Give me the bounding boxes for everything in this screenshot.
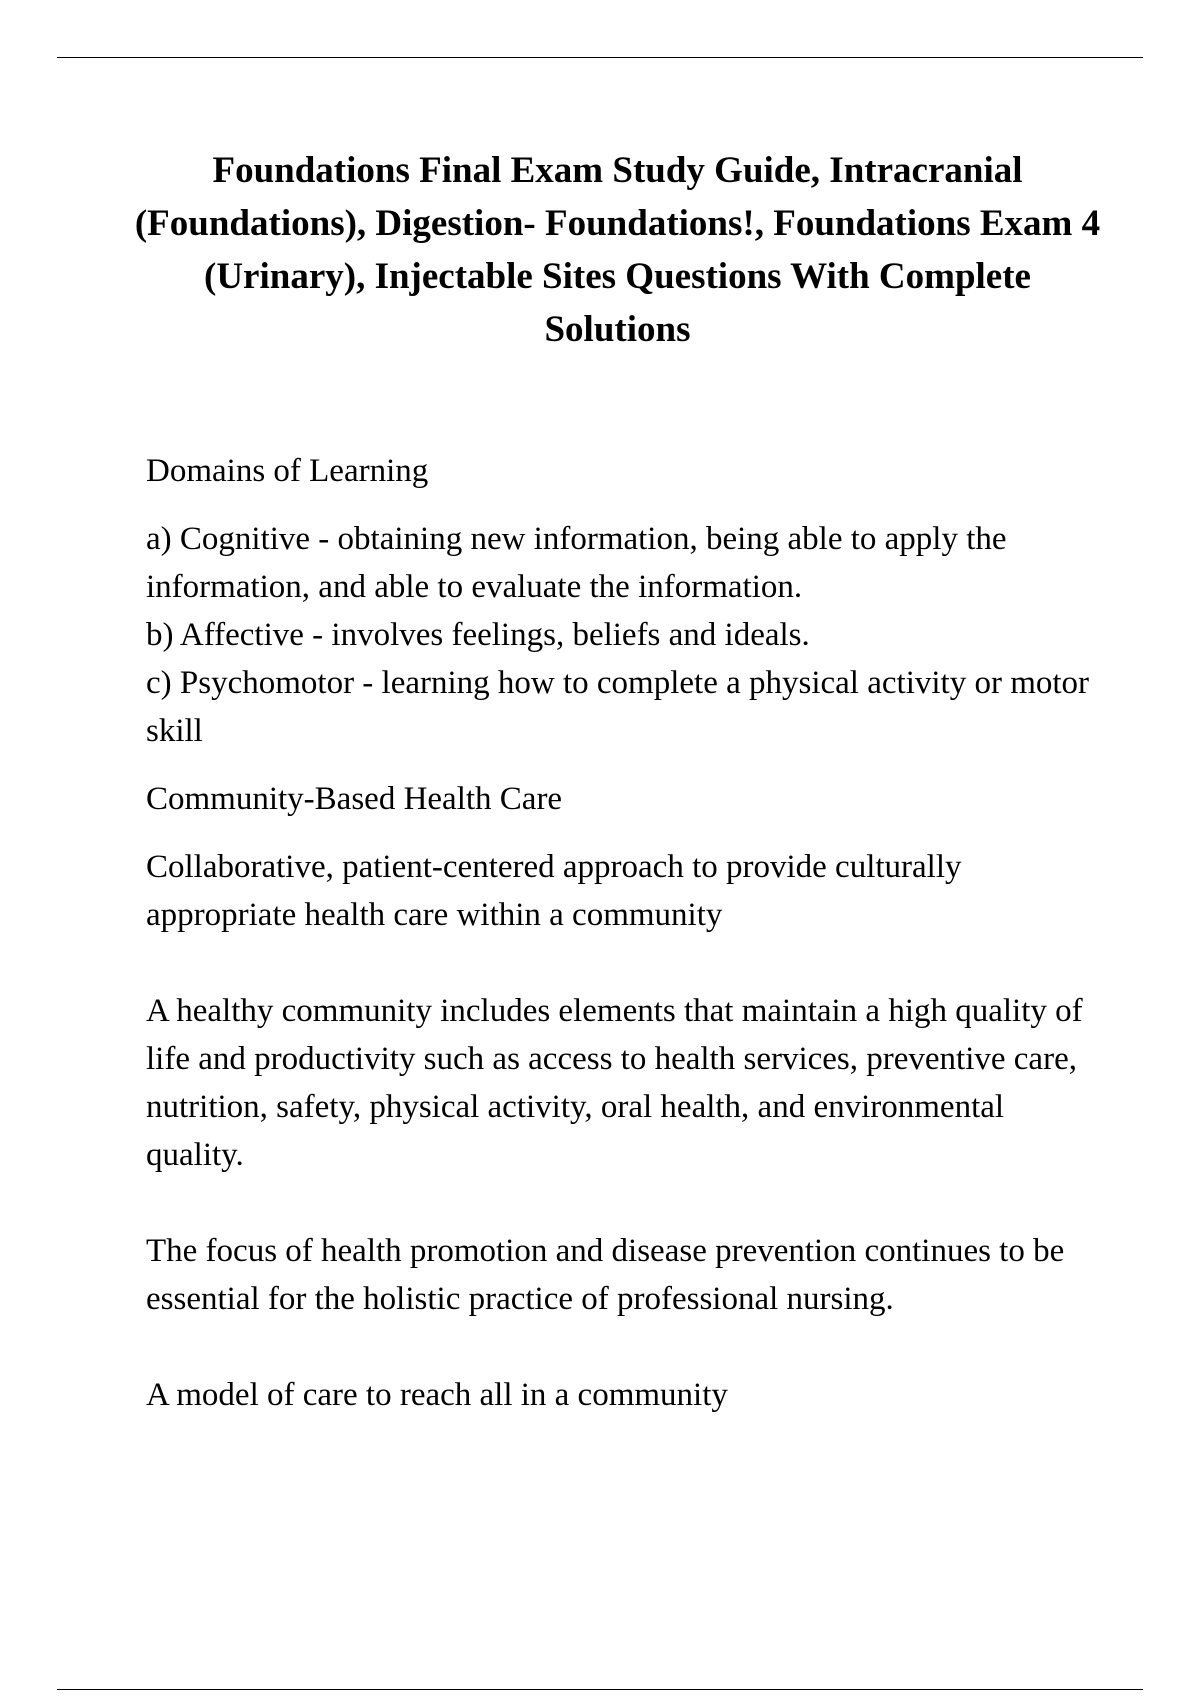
definition-line: b) Affective - involves feelings, beliefs and ideals. (146, 617, 810, 653)
document-title: Foundations Final Exam Study Guide, Intracranial (Foundations), Digestion- Foundations!, Foundations Exam 4 (Urinary), Injectable Sites Questions With Complete Solutions (134, 150, 1101, 350)
definition-paragraph: A model of care to reach all in a community (146, 1377, 728, 1413)
definition-domains-of-learning (146, 515, 1106, 755)
top-divider (57, 57, 1143, 58)
term-domains-of-learning: Domains of Learning (146, 453, 429, 489)
definition-paragraph: Collaborative, patient-centered approach to provide culturally appropriate health care within a community (146, 849, 962, 933)
definition-community-based-health-care (146, 843, 1106, 1419)
definition-line: c) Psychomotor - learning how to complete a physical activity or motor skill (146, 665, 1090, 749)
bottom-divider (57, 1689, 1143, 1690)
document-body (146, 447, 1106, 1419)
definition-paragraph: A healthy community includes elements that maintain a high quality of life and productivity such as access to health services, preventive care, nutrition, safety, physical activity, oral health, and environmental quality. (146, 993, 1083, 1173)
term-community-based-health-care: Community-Based Health Care (146, 781, 563, 817)
definition-paragraph: The focus of health promotion and disease prevention continues to be essential for the holistic practice of professional nursing. (146, 1233, 1065, 1317)
definition-line: a) Cognitive - obtaining new information, being able to apply the information, and able to evaluate the information. (146, 521, 1007, 605)
